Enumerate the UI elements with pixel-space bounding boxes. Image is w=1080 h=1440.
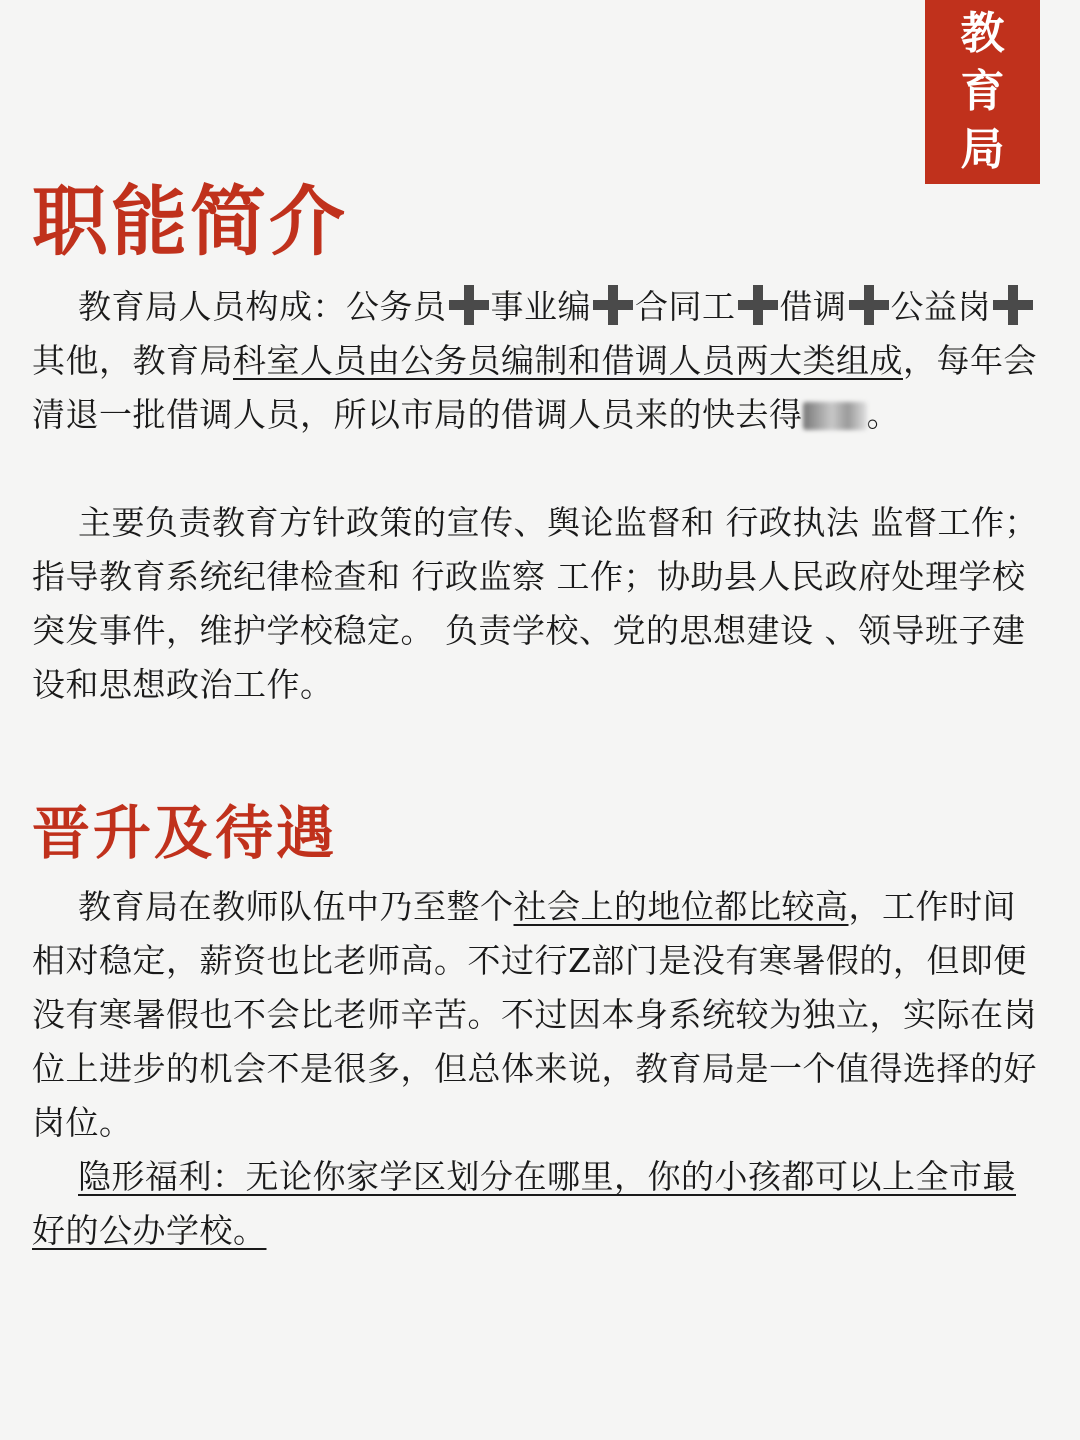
text-run: 公益岗 (890, 287, 991, 326)
section-title-functions: 职能简介 (32, 177, 348, 266)
plus-icon (738, 285, 778, 325)
section-title-promotion: 晋升及待遇 (32, 799, 338, 867)
hidden-benefit-paragraph (32, 1150, 1042, 1258)
tag-char: 教 (960, 8, 1005, 59)
plus-icon (449, 285, 489, 325)
text-run: 事业编 (490, 287, 591, 326)
responsibilities-paragraph: 主要负责教育方针政策的宣传、舆论监督和 行政执法 监督工作；指导教育系统纪律检查和 行政监察 工作；协助县人民政府处理学校突发事件，维护学校稳定。 负责学校、党的思想建设 、领导班子建设和思想政治工作。 (32, 503, 1038, 704)
text-run: 教育局在教师队伍中乃至整个 (78, 887, 514, 926)
text-run: 合同工 (635, 287, 736, 326)
plus-icon (849, 285, 889, 325)
status-paragraph (32, 880, 1042, 1150)
underlined-text: 社会上的地位都比较高 (513, 887, 849, 926)
tag-char: 局 (960, 124, 1005, 175)
text-run: 。 (866, 395, 900, 434)
underlined-text: 科室人员由公务员编制和借调人员两大类组成 (233, 341, 903, 380)
text-run: 教育局人员构成：公务员 (78, 287, 447, 326)
category-tag (925, 0, 1040, 184)
staff-composition-paragraph (32, 280, 1042, 442)
text-run: ，工作时间相对稳定，薪资也比老师高。不过行Z部门是没有寒暑假的，但即便没有寒暑假也不会比老师辛苦。不过因本身系统较为独立，实际在岗位上进步的机会不是很多，但总体来说，教育局是一个值得选择的好岗位。 (32, 887, 1037, 1142)
text-run: 借调 (779, 287, 847, 326)
underlined-text: 隐形福利：无论你家学区划分在哪里，你的小孩都可以上全市最好的公办学校。 (32, 1157, 1016, 1250)
plus-icon (593, 285, 633, 325)
blurred-text (803, 402, 867, 430)
text-run: ，每年会清退一批借调人员，所以市局的借调人员来的快去得 (32, 341, 1037, 434)
text-run: 其他，教育局 (32, 341, 233, 380)
tag-char: 育 (960, 66, 1005, 117)
plus-icon (993, 285, 1033, 325)
